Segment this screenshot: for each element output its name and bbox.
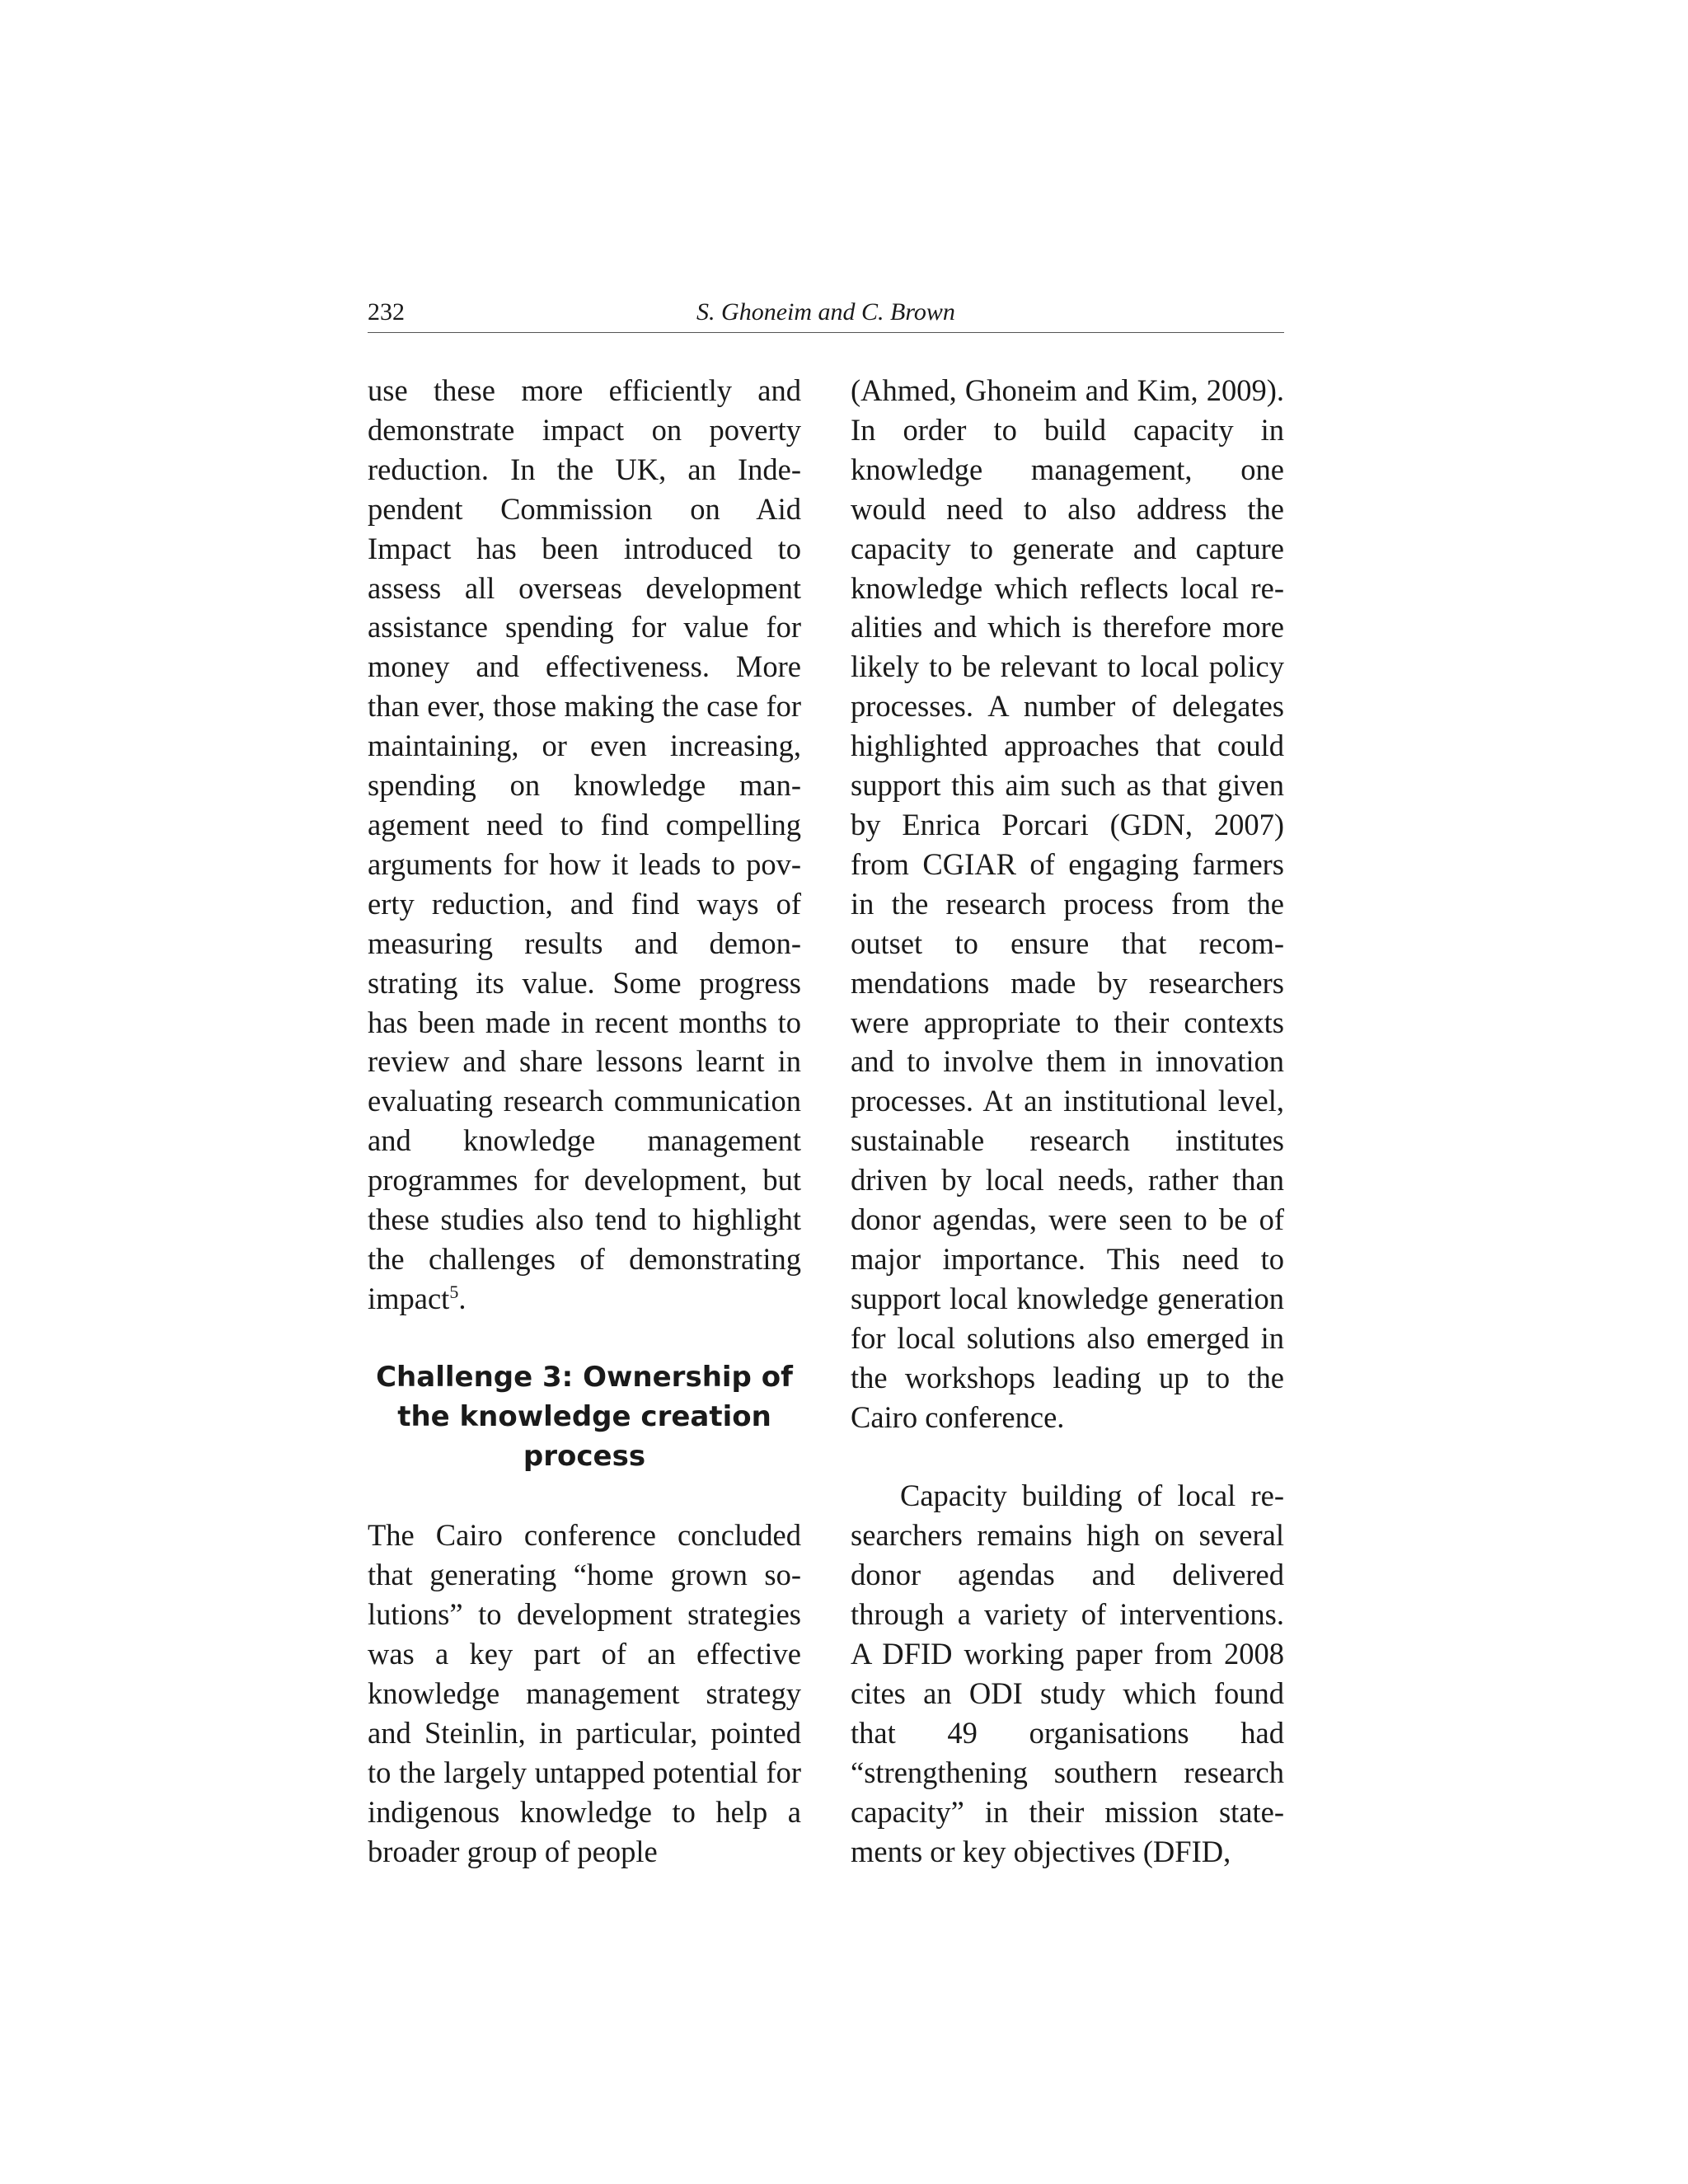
running-title: S. Ghoneim and C. Brown xyxy=(696,298,955,326)
paragraph-end: . xyxy=(458,1281,467,1315)
page-number: 232 xyxy=(368,298,405,326)
footnote-marker: 5 xyxy=(449,1281,459,1302)
right-column xyxy=(851,371,1284,1871)
body-paragraph: The Cairo conference concluded that generating “home grown solutions” to development strategies was a key part of an effective knowledge management strategy and Steinlin, in particular, pointed to the largely untapped potential for indigenous knowledge to help a broader group of people xyxy=(368,1518,801,1868)
body-paragraph: (Ahmed, Ghoneim and Kim, 2009). In order to build capacity in knowledge management, one would need to also address the capacity to generate and capture knowledge which reflects local realities and which is therefore more likely to be relevant to local policy processes. A number of delegates highlighted approaches that could support this aim such as that given by Enrica Porcari (GDN, 2007) from CGIAR of engaging farmers in the research process from the outset to ensure that recommendations made by researchers were appropriate to their contexts and to involve them in innovation processes. At an institutional level, sustainable research institutes driven by local needs, rather than donor agendas, were seen to be of major importance. This need to support local knowledge generation for local solutions also emerged in the workshops leading up to the Cairo conference. xyxy=(851,373,1284,1434)
running-header xyxy=(368,293,1284,333)
body-paragraph xyxy=(368,371,801,1319)
left-column xyxy=(368,371,801,1872)
body-paragraph: Capacity building of local researchers remains high on several donor agendas and delivered through a variety of interventions. A DFID working paper from 2008 cites an ODI study which found that 49 organisations had “strengthening southern research capacity” in their mission statements or key objectives (DFID, xyxy=(851,1479,1284,1868)
section-heading: Challenge 3: Ownership of the knowledge creation process xyxy=(376,1360,793,1473)
paragraph-gap xyxy=(851,1436,1284,1476)
paragraph-text: use these more efficiently and demonstrate impact on poverty reduction. In the UK, an Independent Commission on Aid Impact has been introduced to assess all overseas development assistance spending for value for money and effectiveness. More than ever, those making the case for maintaining, or even increasing, spending on knowledge management need to find compelling arguments for how it leads to poverty reduction, and find ways of measuring results and demonstrating its value. Some progress has been made in recent months to review and share lessons learnt in evaluating research communication and knowledge management programmes for development, but these studies also tend to highlight the challenges of demonstrating impact xyxy=(368,373,801,1315)
